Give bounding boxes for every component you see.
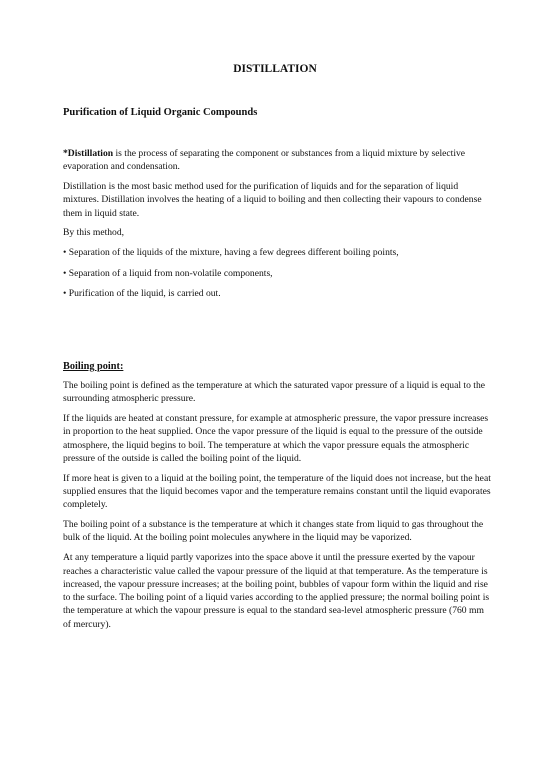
definition-paragraph bbox=[63, 147, 493, 174]
definition-term: *Distillation bbox=[63, 148, 114, 159]
bullet-item: • Separation of a liquid from non-volatile components, bbox=[63, 267, 273, 279]
boiling-paragraph: At any temperature a liquid partly vaporizes into the space above it until the pressure exerted by the vapour reaches a characteristic value called the vapour pressure of the liquid at that temperature. As the temperature is increased, the vapour pressure increases; at the boiling point, bubbles of vapour form within the liquid and rise to the surface. The boiling point of a liquid varies according to the applied pressure; the normal boiling point is the temperature at which the vapour pressure is equal to the standard sea-level atmospheric pressure (760 mm of mercury). bbox=[63, 552, 490, 630]
definition-text: is the process of separating the component or substances from a liquid mixture by selective evaporation and condensation. bbox=[63, 148, 466, 173]
method-lead-paragraph: By this method, bbox=[63, 227, 125, 239]
bullet-item: • Purification of the liquid, is carried out. bbox=[63, 287, 221, 299]
bullet-item: • Separation of the liquids of the mixture, having a few degrees different boiling points, bbox=[63, 247, 399, 259]
boiling-point-heading: Boiling point: bbox=[63, 361, 124, 372]
page-title: DISTILLATION bbox=[233, 63, 317, 75]
boiling-paragraph: If more heat is given to a liquid at the boiling point, the temperature of the liquid does not increase, but the heat supplied ensures that the liquid becomes vapor and the temperature remains constant until the liquid evaporates completely. bbox=[63, 472, 491, 511]
boiling-paragraph: The boiling point of a substance is the temperature at which it changes state from liquid to gas throughout the bulk of the liquid. At the boiling point molecules anywhere in the liquid may be vaporized. bbox=[63, 519, 484, 544]
boiling-paragraph: The boiling point is defined as the temperature at which the saturated vapor pressure of a liquid is equal to the surrounding atmospheric pressure. bbox=[63, 380, 485, 405]
method-paragraph: Distillation is the most basic method used for the purification of liquids and for the separation of liquid mixtures. Distillation involves the heating of a liquid to boiling and then collecting their vapours to condense them in liquid state. bbox=[63, 181, 482, 219]
distillation-section bbox=[63, 147, 493, 307]
boiling-point-section bbox=[63, 360, 493, 638]
section-subtitle: Purification of Liquid Organic Compounds bbox=[63, 107, 258, 118]
boiling-paragraph: If the liquids are heated at constant pressure, for example at atmospheric pressure, the vapor pressure increases in proportion to the heat supplied. Once the vapor pressure of the liquid is equal to the pressure of the outside atmosphere, the liquid begins to boil. The temperature at which the vapor pressure equals the atmospheric pressure of the outside is called the boiling point of the liquid. bbox=[63, 413, 489, 464]
